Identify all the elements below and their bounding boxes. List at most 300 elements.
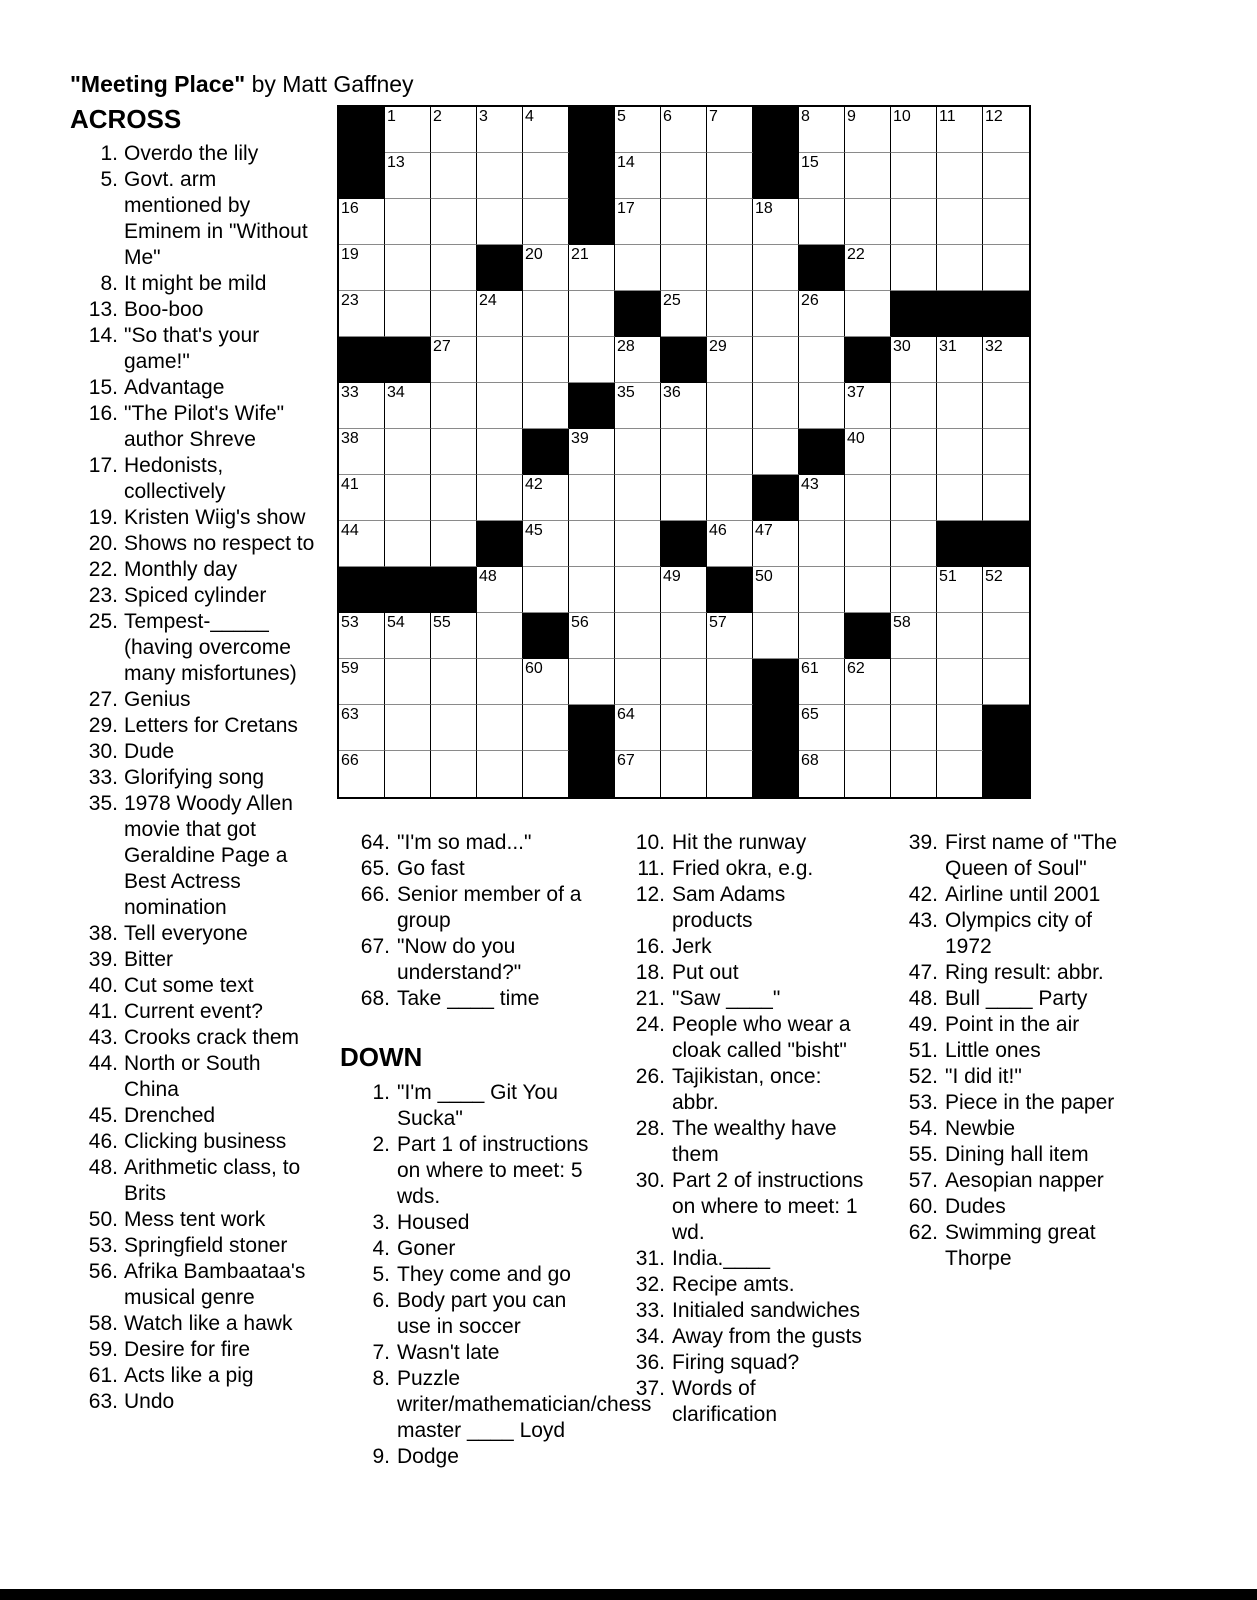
- grid-cell[interactable]: [799, 199, 845, 245]
- grid-cell[interactable]: [937, 751, 983, 797]
- clue-item: [617, 1324, 867, 1350]
- grid-cell[interactable]: [753, 613, 799, 659]
- grid-cell[interactable]: [339, 291, 385, 337]
- cell-number: 37: [847, 384, 865, 401]
- grid-cell[interactable]: [799, 751, 845, 797]
- grid-cell[interactable]: [661, 245, 707, 291]
- grid-cell[interactable]: [523, 153, 569, 199]
- grid-cell-black: [523, 429, 569, 475]
- grid-cell[interactable]: [431, 153, 477, 199]
- cell-number: 41: [341, 476, 359, 493]
- clue-item: [70, 1311, 322, 1337]
- clue-text: Tajikistan, once: abbr.: [672, 1065, 822, 1114]
- grid-cell[interactable]: [477, 291, 523, 337]
- clue-item: [890, 830, 1140, 882]
- grid-cell[interactable]: [385, 291, 431, 337]
- grid-cell[interactable]: [339, 751, 385, 797]
- clue-number: 27.: [88, 688, 118, 711]
- grid-cell-black: [983, 521, 1029, 567]
- grid-cell[interactable]: [477, 475, 523, 521]
- grid-cell[interactable]: [891, 245, 937, 291]
- grid-cell-black: [385, 567, 431, 613]
- grid-cell[interactable]: [707, 337, 753, 383]
- grid-cell[interactable]: [523, 383, 569, 429]
- grid-cell[interactable]: [937, 199, 983, 245]
- grid-cell[interactable]: [845, 659, 891, 705]
- grid-cell[interactable]: [799, 705, 845, 751]
- grid-cell-black: [707, 567, 753, 613]
- grid-cell-black: [385, 337, 431, 383]
- grid-cell[interactable]: [615, 199, 661, 245]
- grid-cell[interactable]: [937, 705, 983, 751]
- clue-item: [617, 1012, 867, 1064]
- grid-cell[interactable]: [983, 613, 1029, 659]
- grid-cell[interactable]: [431, 429, 477, 475]
- grid-cell-black: [753, 153, 799, 199]
- clue-text: People who wear a cloak called "bisht": [672, 1013, 851, 1062]
- grid-cell[interactable]: [891, 199, 937, 245]
- clue-text: Olympics city of 1972: [945, 909, 1093, 958]
- clue-item: [70, 739, 322, 765]
- grid-cell[interactable]: [661, 107, 707, 153]
- clue-number: 4.: [372, 1237, 390, 1260]
- grid-cell[interactable]: [707, 613, 753, 659]
- clue-item: [70, 1389, 322, 1415]
- cell-number: 26: [801, 292, 819, 309]
- clue-item: [890, 986, 1140, 1012]
- grid-cell[interactable]: [891, 383, 937, 429]
- cell-number: 59: [341, 660, 359, 677]
- grid-cell[interactable]: [569, 521, 615, 567]
- grid-cell[interactable]: [753, 337, 799, 383]
- grid-cell[interactable]: [523, 475, 569, 521]
- grid-cell[interactable]: [477, 751, 523, 797]
- grid-cell[interactable]: [937, 567, 983, 613]
- grid-cell[interactable]: [523, 567, 569, 613]
- grid-cell[interactable]: [707, 245, 753, 291]
- grid-cell[interactable]: [661, 659, 707, 705]
- grid-cell[interactable]: [891, 153, 937, 199]
- grid-cell[interactable]: [983, 245, 1029, 291]
- grid-cell[interactable]: [431, 521, 477, 567]
- grid-cell[interactable]: [707, 107, 753, 153]
- grid-cell[interactable]: [523, 659, 569, 705]
- grid-cell[interactable]: [615, 383, 661, 429]
- cell-number: 48: [479, 568, 497, 585]
- grid-cell[interactable]: [753, 567, 799, 613]
- grid-cell[interactable]: [661, 751, 707, 797]
- grid-cell[interactable]: [707, 383, 753, 429]
- clue-text: Crooks crack them: [124, 1026, 300, 1049]
- grid-cell[interactable]: [615, 567, 661, 613]
- cell-number: 4: [525, 108, 534, 125]
- grid-cell[interactable]: [569, 429, 615, 475]
- grid-cell[interactable]: [431, 613, 477, 659]
- grid-cell[interactable]: [937, 337, 983, 383]
- grid-cell[interactable]: [477, 613, 523, 659]
- grid-cell[interactable]: [385, 429, 431, 475]
- grid-cell[interactable]: [569, 245, 615, 291]
- grid-cell[interactable]: [983, 337, 1029, 383]
- grid-cell-black: [431, 567, 477, 613]
- grid-cell[interactable]: [707, 705, 753, 751]
- grid-cell[interactable]: [523, 337, 569, 383]
- grid-cell[interactable]: [339, 199, 385, 245]
- clue-number: 47.: [908, 961, 938, 984]
- grid-cell[interactable]: [891, 613, 937, 659]
- grid-cell[interactable]: [431, 107, 477, 153]
- grid-cell[interactable]: [891, 475, 937, 521]
- clue-number: 29.: [88, 714, 118, 737]
- grid-cell[interactable]: [799, 613, 845, 659]
- clue-number: 40.: [88, 974, 118, 997]
- clue-text: Little ones: [945, 1039, 1041, 1062]
- across-clue-list: [70, 141, 322, 1415]
- clue-text: Senior member of a group: [397, 883, 582, 932]
- clue-text: The wealthy have them: [672, 1117, 837, 1166]
- grid-cell[interactable]: [477, 705, 523, 751]
- grid-cell[interactable]: [661, 705, 707, 751]
- clue-text: It might be mild: [124, 272, 267, 295]
- grid-cell[interactable]: [891, 567, 937, 613]
- clue-number: 65.: [360, 857, 390, 880]
- grid-cell[interactable]: [523, 199, 569, 245]
- grid-cell[interactable]: [615, 705, 661, 751]
- grid-cell[interactable]: [615, 613, 661, 659]
- clue-item: [617, 830, 867, 856]
- grid-cell[interactable]: [615, 337, 661, 383]
- grid-cell[interactable]: [891, 659, 937, 705]
- clue-number: 68.: [360, 987, 390, 1010]
- grid-cell[interactable]: [799, 383, 845, 429]
- clue-item: [890, 1064, 1140, 1090]
- grid-cell[interactable]: [707, 659, 753, 705]
- clue-text: Dudes: [945, 1195, 1006, 1218]
- grid-cell[interactable]: [385, 153, 431, 199]
- grid-cell[interactable]: [615, 245, 661, 291]
- clue-number: 48.: [908, 987, 938, 1010]
- clue-item: [617, 1116, 867, 1168]
- grid-cell[interactable]: [339, 429, 385, 475]
- grid-cell[interactable]: [753, 291, 799, 337]
- grid-cell[interactable]: [891, 429, 937, 475]
- grid-cell[interactable]: [891, 337, 937, 383]
- grid-cell[interactable]: [845, 751, 891, 797]
- clue-number: 24.: [635, 1013, 665, 1036]
- clue-number: 39.: [908, 831, 938, 854]
- cell-number: 62: [847, 660, 865, 677]
- cell-number: 68: [801, 752, 819, 769]
- grid-cell[interactable]: [569, 567, 615, 613]
- grid-cell[interactable]: [937, 383, 983, 429]
- clue-item: [70, 1103, 322, 1129]
- grid-cell[interactable]: [385, 613, 431, 659]
- grid-cell[interactable]: [385, 751, 431, 797]
- clue-number: 3.: [372, 1211, 390, 1234]
- grid-cell[interactable]: [937, 245, 983, 291]
- grid-cell[interactable]: [845, 245, 891, 291]
- grid-cell[interactable]: [707, 475, 753, 521]
- grid-cell[interactable]: [845, 705, 891, 751]
- grid-cell[interactable]: [707, 199, 753, 245]
- cell-number: 61: [801, 660, 819, 677]
- down-clue-list-3: [890, 830, 1140, 1272]
- grid-cell[interactable]: [937, 613, 983, 659]
- cell-number: 16: [341, 200, 359, 217]
- clue-item: [890, 1012, 1140, 1038]
- grid-cell[interactable]: [523, 107, 569, 153]
- grid-cell[interactable]: [569, 475, 615, 521]
- grid-cell[interactable]: [569, 337, 615, 383]
- grid-cell[interactable]: [431, 245, 477, 291]
- grid-cell[interactable]: [661, 153, 707, 199]
- clue-text: Kristen Wiig's show: [124, 506, 306, 529]
- grid-cell[interactable]: [523, 705, 569, 751]
- clue-text: Letters for Cretans: [124, 714, 298, 737]
- clue-number: 38.: [88, 922, 118, 945]
- grid-cell[interactable]: [799, 107, 845, 153]
- grid-cell[interactable]: [615, 659, 661, 705]
- clue-text: Clicking business: [124, 1130, 287, 1153]
- clue-text: Point in the air: [945, 1013, 1080, 1036]
- grid-cell[interactable]: [937, 107, 983, 153]
- grid-cell[interactable]: [385, 475, 431, 521]
- grid-cell[interactable]: [799, 659, 845, 705]
- grid-cell[interactable]: [799, 475, 845, 521]
- grid-cell[interactable]: [707, 751, 753, 797]
- grid-cell[interactable]: [845, 291, 891, 337]
- grid-cell[interactable]: [661, 475, 707, 521]
- clue-text: Undo: [124, 1390, 175, 1413]
- clue-item: [340, 882, 600, 934]
- grid-cell[interactable]: [799, 337, 845, 383]
- grid-cell[interactable]: [799, 153, 845, 199]
- clue-number: 21.: [635, 987, 665, 1010]
- grid-cell-black: [615, 291, 661, 337]
- grid-cell[interactable]: [477, 153, 523, 199]
- cell-number: 46: [709, 522, 727, 539]
- clue-item: [340, 1080, 600, 1132]
- clue-number: 14.: [88, 324, 118, 347]
- grid-cell[interactable]: [845, 475, 891, 521]
- clue-number: 1.: [372, 1081, 390, 1104]
- grid-cell[interactable]: [707, 153, 753, 199]
- grid-cell[interactable]: [891, 107, 937, 153]
- grid-cell[interactable]: [983, 199, 1029, 245]
- grid-cell[interactable]: [339, 521, 385, 567]
- grid-cell[interactable]: [661, 199, 707, 245]
- clue-item: [70, 1025, 322, 1051]
- clue-number: 52.: [908, 1065, 938, 1088]
- clue-item: [70, 557, 322, 583]
- grid-cell[interactable]: [753, 521, 799, 567]
- clue-item: [70, 1363, 322, 1389]
- grid-cell[interactable]: [569, 613, 615, 659]
- grid-cell[interactable]: [339, 383, 385, 429]
- grid-cell[interactable]: [891, 751, 937, 797]
- grid-cell[interactable]: [845, 383, 891, 429]
- clue-text: Firing squad?: [672, 1351, 800, 1374]
- clue-text: Govt. arm mentioned by Eminem in "Without Me": [124, 168, 308, 269]
- grid-cell[interactable]: [385, 659, 431, 705]
- grid-cell[interactable]: [753, 245, 799, 291]
- clue-item: [617, 1272, 867, 1298]
- grid-cell[interactable]: [983, 429, 1029, 475]
- grid-cell[interactable]: [523, 751, 569, 797]
- grid-cell[interactable]: [661, 613, 707, 659]
- clue-number: 33.: [635, 1299, 665, 1322]
- grid-cell[interactable]: [661, 383, 707, 429]
- grid-cell[interactable]: [845, 107, 891, 153]
- grid-cell[interactable]: [385, 107, 431, 153]
- clue-item: [70, 167, 322, 271]
- cell-number: 28: [617, 338, 635, 355]
- grid-cell-black: [661, 337, 707, 383]
- clue-item: [70, 791, 322, 921]
- clue-text: Goner: [397, 1237, 456, 1260]
- grid-cell[interactable]: [799, 567, 845, 613]
- clue-item: [890, 1116, 1140, 1142]
- grid-cell[interactable]: [983, 659, 1029, 705]
- grid-cell-black: [983, 705, 1029, 751]
- clue-item: [890, 960, 1140, 986]
- grid-cell[interactable]: [339, 245, 385, 291]
- grid-cell[interactable]: [431, 751, 477, 797]
- grid-cell[interactable]: [431, 705, 477, 751]
- grid-cell[interactable]: [385, 705, 431, 751]
- grid-cell[interactable]: [753, 429, 799, 475]
- grid-cell[interactable]: [569, 291, 615, 337]
- grid-cell[interactable]: [891, 521, 937, 567]
- clue-item: [340, 1236, 600, 1262]
- grid-cell[interactable]: [339, 705, 385, 751]
- grid-cell[interactable]: [937, 153, 983, 199]
- grid-cell[interactable]: [385, 521, 431, 567]
- clue-text: Ring result: abbr.: [945, 961, 1104, 984]
- grid-cell-black: [569, 383, 615, 429]
- grid-cell[interactable]: [431, 199, 477, 245]
- grid-cell[interactable]: [385, 199, 431, 245]
- grid-cell[interactable]: [707, 521, 753, 567]
- clue-item: [70, 1233, 322, 1259]
- grid-cell[interactable]: [615, 153, 661, 199]
- clue-item: [70, 505, 322, 531]
- grid-cell-black: [569, 705, 615, 751]
- grid-cell[interactable]: [845, 521, 891, 567]
- grid-cell-black: [753, 751, 799, 797]
- grid-cell[interactable]: [523, 521, 569, 567]
- grid-cell[interactable]: [753, 199, 799, 245]
- grid-cell[interactable]: [983, 153, 1029, 199]
- grid-cell[interactable]: [707, 429, 753, 475]
- grid-cell[interactable]: [339, 659, 385, 705]
- clue-item: [70, 1337, 322, 1363]
- grid-cell[interactable]: [477, 107, 523, 153]
- clue-item: [890, 882, 1140, 908]
- grid-cell[interactable]: [523, 291, 569, 337]
- clue-number: 31.: [635, 1247, 665, 1270]
- grid-cell[interactable]: [845, 199, 891, 245]
- clue-item: [70, 687, 322, 713]
- cell-number: 36: [663, 384, 681, 401]
- grid-cell[interactable]: [753, 383, 799, 429]
- clue-text: Swimming great Thorpe: [945, 1221, 1096, 1270]
- grid-cell[interactable]: [845, 567, 891, 613]
- cell-number: 18: [755, 200, 773, 217]
- grid-cell[interactable]: [431, 337, 477, 383]
- clue-text: Springfield stoner: [124, 1234, 288, 1257]
- grid-cell[interactable]: [937, 659, 983, 705]
- grid-cell[interactable]: [799, 521, 845, 567]
- grid-cell[interactable]: [845, 153, 891, 199]
- grid-cell[interactable]: [615, 751, 661, 797]
- crossword-grid[interactable]: [337, 105, 1031, 799]
- grid-cell[interactable]: [707, 291, 753, 337]
- grid-cell[interactable]: [523, 245, 569, 291]
- clue-item: [890, 1142, 1140, 1168]
- grid-cell[interactable]: [983, 383, 1029, 429]
- grid-cell[interactable]: [477, 337, 523, 383]
- grid-cell[interactable]: [661, 429, 707, 475]
- clue-number: 60.: [908, 1195, 938, 1218]
- grid-cell[interactable]: [661, 291, 707, 337]
- clue-item: [70, 1155, 322, 1207]
- grid-cell[interactable]: [477, 659, 523, 705]
- grid-cell[interactable]: [983, 475, 1029, 521]
- clue-item: [70, 713, 322, 739]
- grid-cell[interactable]: [385, 245, 431, 291]
- grid-cell[interactable]: [385, 383, 431, 429]
- clue-number: 6.: [372, 1289, 390, 1312]
- clue-text: Tell everyone: [124, 922, 248, 945]
- grid-cell[interactable]: [431, 291, 477, 337]
- grid-cell[interactable]: [477, 429, 523, 475]
- clue-number: 33.: [88, 766, 118, 789]
- grid-cell[interactable]: [477, 199, 523, 245]
- clue-item: [340, 1288, 600, 1340]
- cell-number: 22: [847, 246, 865, 263]
- puzzle-title: "Meeting Place": [70, 71, 246, 97]
- clue-number: 11.: [637, 857, 665, 880]
- grid-cell[interactable]: [477, 567, 523, 613]
- grid-cell[interactable]: [937, 475, 983, 521]
- grid-cell[interactable]: [615, 521, 661, 567]
- grid-cell[interactable]: [983, 107, 1029, 153]
- clue-item: [890, 1168, 1140, 1194]
- grid-cell[interactable]: [431, 383, 477, 429]
- clue-text: Drenched: [124, 1104, 216, 1127]
- clue-number: 58.: [88, 1312, 118, 1335]
- grid-cell[interactable]: [615, 429, 661, 475]
- grid-cell[interactable]: [477, 383, 523, 429]
- grid-cell[interactable]: [615, 107, 661, 153]
- grid-cell[interactable]: [615, 475, 661, 521]
- grid-cell[interactable]: [937, 429, 983, 475]
- clue-number: 16.: [635, 935, 665, 958]
- grid-cell[interactable]: [891, 705, 937, 751]
- grid-cell[interactable]: [661, 567, 707, 613]
- grid-cell[interactable]: [799, 291, 845, 337]
- grid-cell[interactable]: [339, 475, 385, 521]
- grid-cell[interactable]: [431, 659, 477, 705]
- clue-number: 30.: [88, 740, 118, 763]
- cell-number: 40: [847, 430, 865, 447]
- grid-cell[interactable]: [431, 475, 477, 521]
- grid-cell[interactable]: [845, 429, 891, 475]
- grid-cell[interactable]: [983, 567, 1029, 613]
- grid-cell[interactable]: [339, 613, 385, 659]
- grid-cell[interactable]: [569, 659, 615, 705]
